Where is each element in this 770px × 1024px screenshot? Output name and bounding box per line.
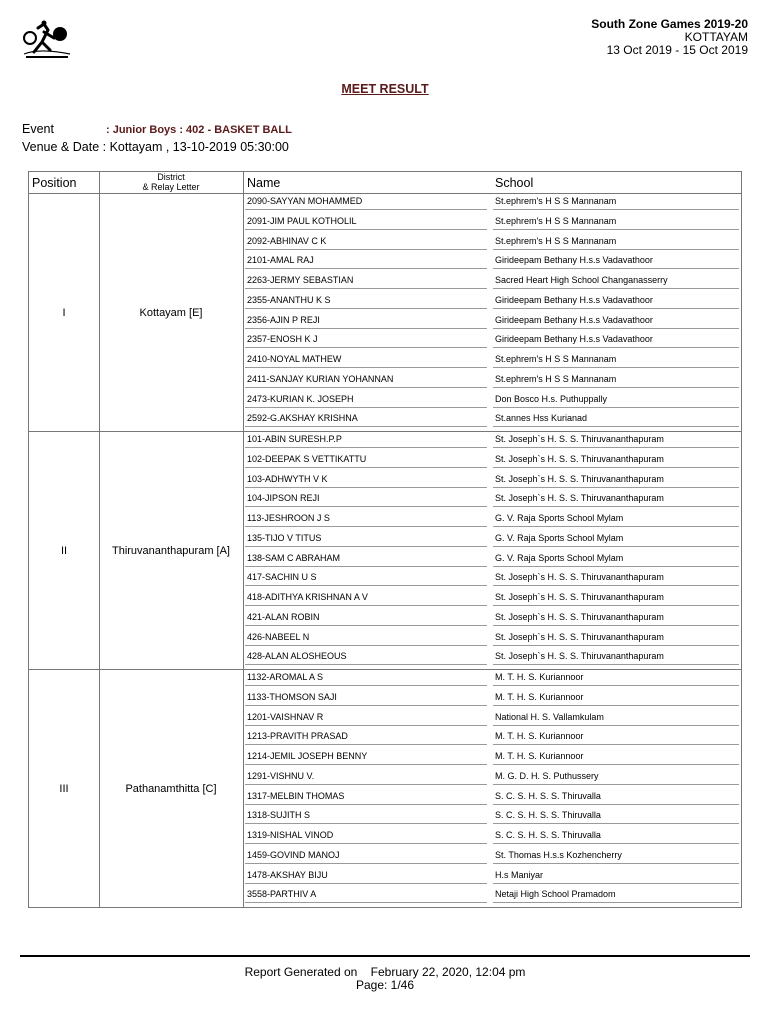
col-position-header: Position [32, 176, 77, 190]
player-school: St.ephrem's H S S Mannanam [495, 235, 617, 246]
player-name: 2090-SAYYAN MOHAMMED [247, 196, 363, 206]
player-school: St. Joseph`s H. S. S. Thiruvananthapuram [495, 611, 664, 622]
player-name: 2355-ANANTHU K S [247, 294, 331, 305]
player-name: 1133-THOMSON SAJI [247, 691, 337, 702]
col-district-line1: District [157, 172, 185, 182]
result-groups [29, 194, 741, 907]
player-name: 104-JIPSON REJI [247, 493, 320, 504]
table-row [243, 769, 741, 789]
player-school: St. Joseph`s H. S. S. Thiruvananthapuram [495, 651, 664, 662]
col-district-line2: & Relay Letter [142, 182, 200, 192]
player-school: St.ephrem's H S S Mannanam [495, 215, 617, 226]
table-row [243, 472, 741, 492]
games-title: South Zone Games 2019-20 [591, 17, 748, 31]
group-position: I [62, 306, 66, 319]
player-name: 2410-NOYAL MATHEW [247, 354, 342, 364]
player-name: 138-SAM C ABRAHAM [247, 552, 341, 563]
venue-value: : Kottayam , 13-10-2019 05:30:00 [102, 140, 289, 154]
table-row [243, 551, 741, 571]
player-school: National H. S. Vallamkulam [495, 711, 604, 722]
player-school: St. Joseph`s H. S. S. Thiruvananthapuram [495, 434, 664, 444]
results-table [28, 171, 742, 908]
page-number: Page: 1/46 [355, 978, 415, 992]
player-school: St. Joseph`s H. S. S. Thiruvananthapuram [495, 572, 664, 583]
player-school: Girideepam Bethany H.s.s Vadavathoor [495, 294, 653, 305]
event-label: Event [22, 122, 54, 136]
meet-result-title: MEET RESULT [341, 82, 429, 96]
player-school: M. G. D. H. S. Puthussery [495, 770, 599, 781]
player-name: 2356-AJIN P REJI [247, 314, 320, 325]
player-school: St. Thomas H.s.s Kozhencherry [495, 849, 622, 860]
table-row [243, 630, 741, 650]
table-row [243, 670, 741, 690]
player-school: St.ephrem's H S S Mannanam [495, 373, 617, 384]
player-school: M. T. H. S. Kuriannoor [495, 731, 584, 742]
player-name: 1319-NISHAL VINOD [247, 830, 334, 840]
table-row [243, 789, 741, 809]
player-school: Girideepam Bethany H.s.s Vadavathoor [495, 255, 653, 266]
player-name: 3558-PARTHIV A [247, 889, 317, 900]
player-name: 1317-MELBIN THOMAS [247, 790, 345, 801]
player-name: 1459-GOVIND MANOJ [247, 849, 340, 860]
player-name: 2101-AMAL RAJ [247, 255, 314, 266]
result-group [29, 194, 741, 432]
report-header [591, 18, 748, 57]
table-row [243, 194, 741, 214]
player-name: 2357-ENOSH K J [247, 334, 318, 345]
player-name: 417-SACHIN U S [247, 572, 317, 583]
player-school: Don Bosco H.s. Puthuppally [495, 393, 608, 404]
table-row [243, 253, 741, 273]
table-row [243, 452, 741, 472]
table-row [243, 372, 741, 392]
venue-label: Venue & Date [22, 140, 100, 154]
table-row [243, 848, 741, 868]
player-name: 2473-KURIAN K. JOSEPH [247, 393, 354, 404]
player-name: 113-JESHROON J S [247, 513, 330, 523]
player-name: 2263-JERMY SEBASTIAN [247, 275, 354, 285]
table-row [243, 610, 741, 630]
table-row [243, 887, 741, 907]
player-school: St. Joseph`s H. S. S. Thiruvananthapuram [495, 631, 664, 642]
table-row [243, 313, 741, 333]
player-name: 2411-SANJAY KURIAN YOHANNAN [247, 373, 394, 384]
table-row [243, 293, 741, 313]
games-dates: 13 Oct 2019 - 15 Oct 2019 [606, 43, 748, 57]
player-name: 2092-ABHINAV C K [247, 235, 327, 246]
table-row [243, 749, 741, 769]
player-school: St. Joseph`s H. S. S. Thiruvananthapuram [495, 493, 664, 504]
player-school: G. V. Raja Sports School Mylam [495, 513, 624, 523]
player-school: G. V. Raja Sports School Mylam [495, 552, 624, 563]
player-name: 426-NABEEL N [247, 631, 310, 642]
player-name: 418-ADITHYA KRISHNAN A V [247, 592, 368, 602]
generated-date: February 22, 2020, 12:04 pm [370, 965, 526, 979]
table-row [243, 234, 741, 254]
player-school: M. T. H. S. Kuriannoor [495, 672, 584, 682]
player-school: St.ephrem's H S S Mannanam [495, 354, 617, 364]
player-school: St.annes Hss Kurianad [495, 413, 588, 424]
col-school-header: School [495, 176, 534, 190]
generated-label: Report Generated on [244, 965, 358, 979]
table-row [243, 273, 741, 293]
sports-logo-icon [20, 20, 74, 60]
table-row [243, 491, 741, 511]
player-name: 1201-VAISHNAV R [247, 711, 324, 722]
table-row [243, 531, 741, 551]
col-name-header: Name [247, 176, 281, 190]
games-location: KOTTAYAM [684, 30, 748, 44]
result-group [29, 432, 741, 670]
group-district: Thiruvananthapuram [A] [111, 544, 230, 557]
player-name: 1132-AROMAL A S [247, 672, 324, 682]
table-row [243, 352, 741, 372]
table-row [243, 411, 741, 431]
table-row [243, 710, 741, 730]
venue-line [22, 140, 289, 154]
table-row [243, 214, 741, 234]
group-district: Kottayam [E] [139, 306, 203, 319]
player-name: 2091-JIM PAUL KOTHOLIL [247, 215, 357, 226]
table-row [243, 868, 741, 888]
player-school: St. Joseph`s H. S. S. Thiruvananthapuram [495, 473, 664, 484]
player-school: St.ephrem's H S S Mannanam [495, 196, 617, 206]
player-school: Netaji High School Pramadom [495, 889, 616, 900]
table-row [243, 828, 741, 848]
col-district-header [109, 172, 233, 192]
table-row [243, 649, 741, 669]
result-group [29, 670, 741, 907]
table-row [243, 511, 741, 531]
event-line [22, 122, 292, 136]
table-row [243, 332, 741, 352]
player-name: 1213-PRAVITH PRASAD [247, 731, 348, 742]
player-school: M. T. H. S. Kuriannoor [495, 691, 584, 702]
report-footer [0, 966, 770, 992]
table-row [243, 808, 741, 828]
group-district: Pathanamthitta [C] [125, 782, 217, 795]
player-name: 1478-AKSHAY BIJU [247, 869, 328, 880]
group-position: III [59, 782, 69, 795]
player-name: 101-ABIN SURESH.P.P [247, 434, 342, 444]
event-value: : Junior Boys : 402 - BASKET BALL [106, 124, 292, 136]
player-school: G. V. Raja Sports School Mylam [495, 532, 624, 543]
player-school: S. C. S. H. S. S. Thiruvalla [495, 790, 601, 801]
player-school: Girideepam Bethany H.s.s Vadavathoor [495, 334, 653, 345]
player-name: 135-TIJO V TITUS [247, 532, 322, 543]
player-school: Sacred Heart High School Changanasserry [495, 275, 668, 285]
player-school: S. C. S. H. S. S. Thiruvalla [495, 810, 601, 821]
table-header [29, 172, 741, 194]
table-row [243, 392, 741, 412]
player-name: 428-ALAN ALOSHEOUS [247, 651, 347, 662]
player-name: 1291-VISHNU V. [247, 770, 315, 781]
table-row [243, 590, 741, 610]
player-name: 2592-G.AKSHAY KRISHNA [247, 413, 358, 424]
player-name: 1214-JEMIL JOSEPH BENNY [247, 751, 368, 761]
table-row [243, 729, 741, 749]
player-school: St. Joseph`s H. S. S. Thiruvananthapuram [495, 592, 664, 602]
player-name: 1318-SUJITH S [247, 810, 311, 821]
player-school: H.s Maniyar [495, 869, 544, 880]
group-position: II [60, 544, 68, 557]
footer-divider [20, 955, 750, 957]
table-row [243, 432, 741, 452]
player-name: 421-ALAN ROBIN [247, 611, 320, 622]
player-school: Girideepam Bethany H.s.s Vadavathoor [495, 314, 653, 325]
player-school: St. Joseph`s H. S. S. Thiruvananthapuram [495, 453, 664, 464]
player-name: 102-DEEPAK S VETTIKATTU [247, 453, 367, 464]
player-school: S. C. S. H. S. S. Thiruvalla [495, 830, 601, 840]
table-row [243, 570, 741, 590]
player-school: M. T. H. S. Kuriannoor [495, 751, 584, 761]
table-row [243, 690, 741, 710]
player-name: 103-ADHWYTH V K [247, 473, 328, 484]
